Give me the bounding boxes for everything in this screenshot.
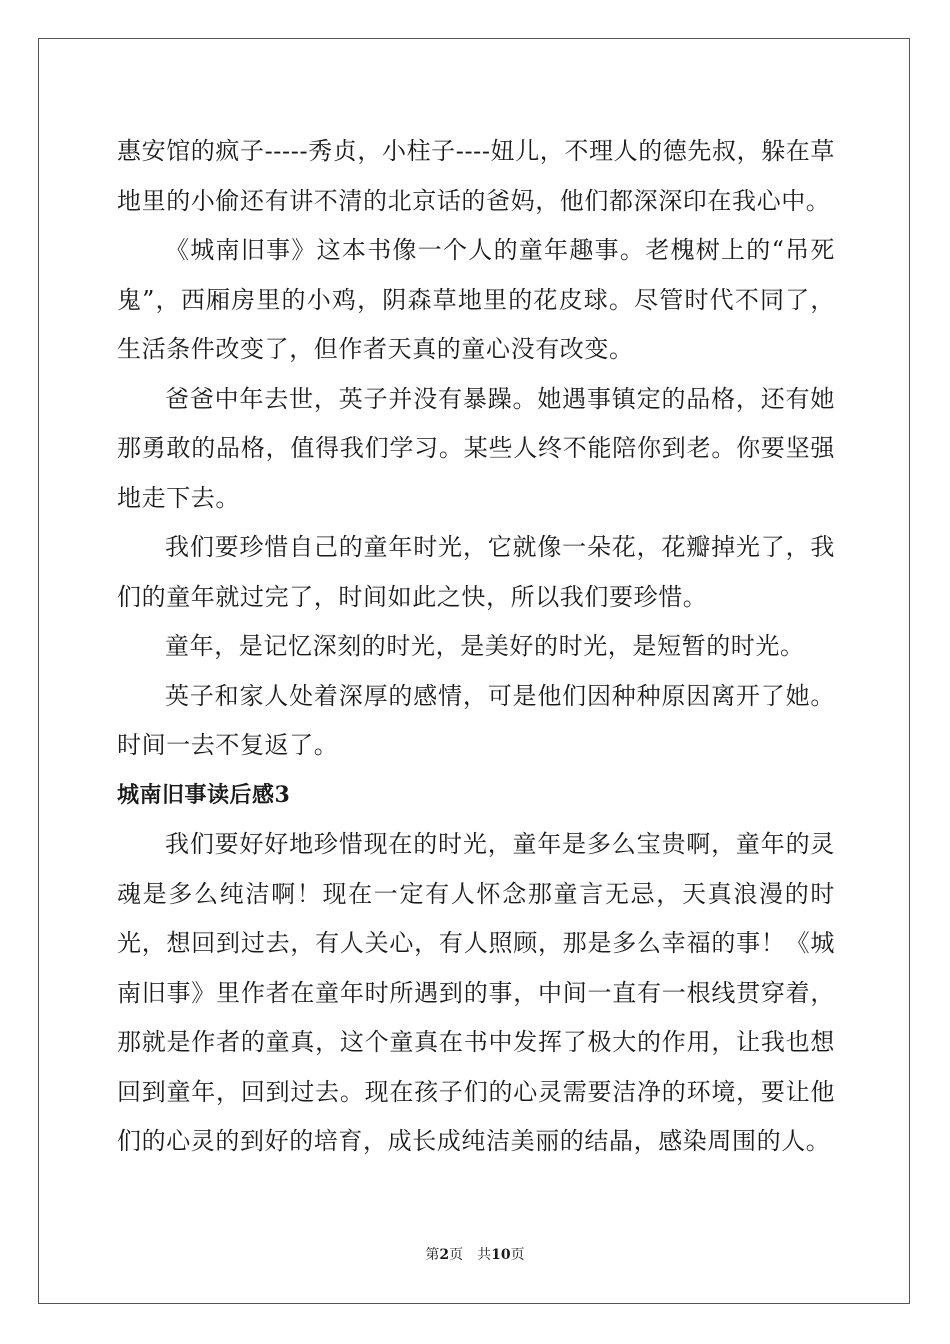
page-suffix: 页 [449,1247,464,1263]
paragraph: 爸爸中年去世，英子并没有暴躁。她遇事镇定的品格，还有她那勇敢的品格，值得我们学习。某些人终不能陪你到老。你要坚强地走下去。 [117,384,835,512]
paragraph: 童年，是记忆深刻的时光，是美好的时光，是短暂的时光。 [165,632,805,660]
total-suffix: 页 [510,1247,525,1263]
paragraph: 《城南旧事》这本书像一个人的童年趣事。老槐树上的“吊死鬼”，西厢房里的小鸡，阴森草地里的花皮球。尽管时代不同了，生活条件改变了，但作者天真的童心没有改变。 [117,236,835,363]
total-pages: 10 [491,1247,511,1263]
document-body [117,127,835,1167]
total-prefix: 共 [477,1247,492,1263]
paragraph: 我们要好好地珍惜现在的时光，童年是多么宝贵啊，童年的灵魂是多么纯洁啊！现在一定有人怀念那童言无忌，天真浪漫的时光，想回到过去，有人关心，有人照顾，那是多么幸福的事！《城南旧事》里作者在童年时所遇到的事，中间一直有一根线贯穿着，那就是作者的童真，这个童真在书中发挥了极大的作用，让我也想回到童年，回到过去。现在孩子们的心灵需要洁净的环境，要让他们的心灵的到好的培育，成长成纯洁美丽的结晶，感染周围的人。 [117,830,835,1155]
section-heading: 城南旧事读后感3 [117,781,291,808]
paragraph: 惠安馆的疯子-----秀贞，小柱子----妞儿，不理人的德先叔，躲在草地里的小偷还有讲不清的北京话的爸妈，他们都深深印在我心中。 [117,137,835,215]
page-footer [0,1245,950,1265]
paragraph: 英子和家人处着深厚的感情，可是他们因种种原因离开了她。时间一去不复返了。 [117,681,835,759]
page-number: 2 [439,1247,450,1263]
paragraph: 我们要珍惜自己的童年时光，它就像一朵花，花瓣掉光了，我们的童年就过完了，时间如此之快，所以我们要珍惜。 [117,533,835,611]
page-prefix: 第 [425,1247,440,1263]
